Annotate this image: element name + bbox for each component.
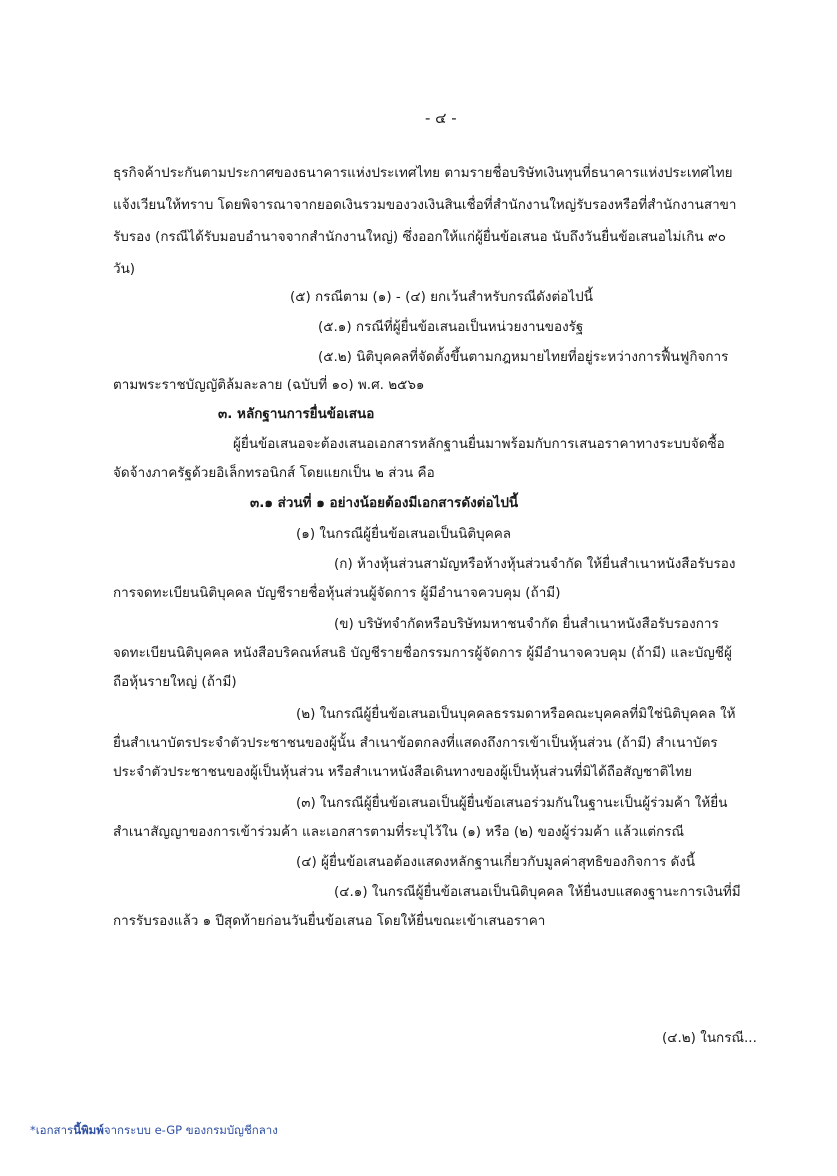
clause-5: (๕) กรณีตาม (๑) - (๔) ยกเว้นสำหรับกรณีดังต่อไปนี้: [290, 289, 593, 305]
body-line: วัน): [113, 261, 136, 277]
continuation-text: (๔.๒) ในกรณี...: [662, 1030, 757, 1046]
body-line: การจดทะเบียนนิติบุคคล บัญชีรายชื่อหุ้นส่วนผู้จัดการ ผู้มีอำนาจควบคุม (ถ้ามี): [113, 585, 561, 601]
clause-1: (๑) ในกรณีผู้ยื่นข้อเสนอเป็นนิติบุคคล: [296, 526, 512, 542]
body-line: แจ้งเวียนให้ทราบ โดยพิจารณาจากยอดเงินรวมของวงเงินสินเชื่อที่สำนักงานใหญ่รับรองหรือที่สำนักงานสาขา: [113, 197, 737, 213]
section-heading-3-1: ๓.๑ ส่วนที่ ๑ อย่างน้อยต้องมีเอกสารดังต่อไปนี้: [250, 495, 519, 511]
clause-1-a: (ก) ห้างหุ้นส่วนสามัญหรือห้างหุ้นส่วนจำกัด ให้ยื่นสำเนาหนังสือรับรอง: [334, 556, 736, 572]
footnote-prefix: *เอกสาร: [30, 1123, 74, 1137]
clause-5-1: (๕.๑) กรณีที่ผู้ยื่นข้อเสนอเป็นหน่วยงานของรัฐ: [318, 319, 584, 335]
body-line: ยื่นสำเนาบัตรประจำตัวประชาชนของผู้นั้น สำเนาข้อตกลงที่แสดงถึงการเข้าเป็นหุ้นส่วน (ถ้ามี) สำเนาบัตร: [113, 735, 718, 751]
body-line: รับรอง (กรณีได้รับมอบอำนาจจากสำนักงานใหญ่) ซึ่งออกให้แก่ผู้ยื่นข้อเสนอ นับถึงวันยื่นข้อเสนอไม่เกิน ๙๐: [113, 229, 727, 245]
body-line: จดทะเบียนนิติบุคคล หนังสือบริคณห์สนธิ บัญชีรายชื่อกรรมการผู้จัดการ ผู้มีอำนาจควบคุม (ถ้ามี) และบัญชีผู้: [113, 645, 732, 661]
body-line: ประจำตัวประชาชนของผู้เป็นหุ้นส่วน หรือสำเนาหนังสือเดินทางของผู้เป็นหุ้นส่วนที่มิได้ถือสัญชาติไทย: [113, 764, 692, 780]
footnote-bold: นี้พิมพ์: [73, 1123, 104, 1137]
page-number: - ๔ -: [425, 109, 457, 127]
clause-3: (๓) ในกรณีผู้ยื่นข้อเสนอเป็นผู้ยื่นข้อเสนอร่วมกันในฐานะเป็นผู้ร่วมค้า ให้ยื่น: [296, 795, 728, 811]
body-line: ผู้ยื่นข้อเสนอจะต้องเสนอเอกสารหลักฐานยื่นมาพร้อมกับการเสนอราคาทางระบบจัดซื้อ: [233, 436, 725, 452]
body-line: สำเนาสัญญาของการเข้าร่วมค้า และเอกสารตามที่ระบุไว้ใน (๑) หรือ (๒) ของผู้ร่วมค้า แล้วแต่กรณี: [113, 824, 685, 840]
clause-4: (๔) ผู้ยื่นข้อเสนอต้องแสดงหลักฐานเกี่ยวกับมูลค่าสุทธิของกิจการ ดังนี้: [296, 854, 696, 870]
body-line: การรับรองแล้ว ๑ ปีสุดท้ายก่อนวันยื่นข้อเสนอ โดยให้ยื่นขณะเข้าเสนอราคา: [113, 913, 546, 929]
body-line: ธุรกิจค้าประกันตามประกาศของธนาคารแห่งประเทศไทย ตามรายชื่อบริษัทเงินทุนที่ธนาคารแห่งประเทศไทย: [113, 165, 733, 181]
body-line: ตามพระราชบัญญัติล้มละลาย (ฉบับที่ ๑๐) พ.ศ. ๒๕๖๑: [113, 377, 425, 393]
clause-5-2: (๕.๒) นิติบุคคลที่จัดตั้งขึ้นตามกฎหมายไทยที่อยู่ระหว่างการฟื้นฟูกิจการ: [318, 349, 729, 365]
section-heading-3: ๓. หลักฐานการยื่นข้อเสนอ: [218, 406, 375, 422]
footnote: [30, 1122, 278, 1140]
body-line: จัดจ้างภาครัฐด้วยอิเล็กทรอนิกส์ โดยแยกเป็น ๒ ส่วน คือ: [113, 465, 435, 481]
clause-2: (๒) ในกรณีผู้ยื่นข้อเสนอเป็นบุคคลธรรมดาหรือคณะบุคคลที่มิใช่นิติบุคคล ให้: [296, 706, 736, 722]
clause-1-b: (ข) บริษัทจำกัดหรือบริษัทมหาชนจำกัด ยื่นสำเนาหนังสือรับรองการ: [334, 616, 719, 632]
clause-4-1: (๔.๑) ในกรณีผู้ยื่นข้อเสนอเป็นนิติบุคคล ให้ยื่นงบแสดงฐานะการเงินที่มี: [334, 884, 741, 900]
footnote-suffix: จากระบบ e-GP ของกรมบัญชีกลาง: [103, 1123, 278, 1137]
body-line: ถือหุ้นรายใหญ่ (ถ้ามี): [113, 674, 237, 690]
